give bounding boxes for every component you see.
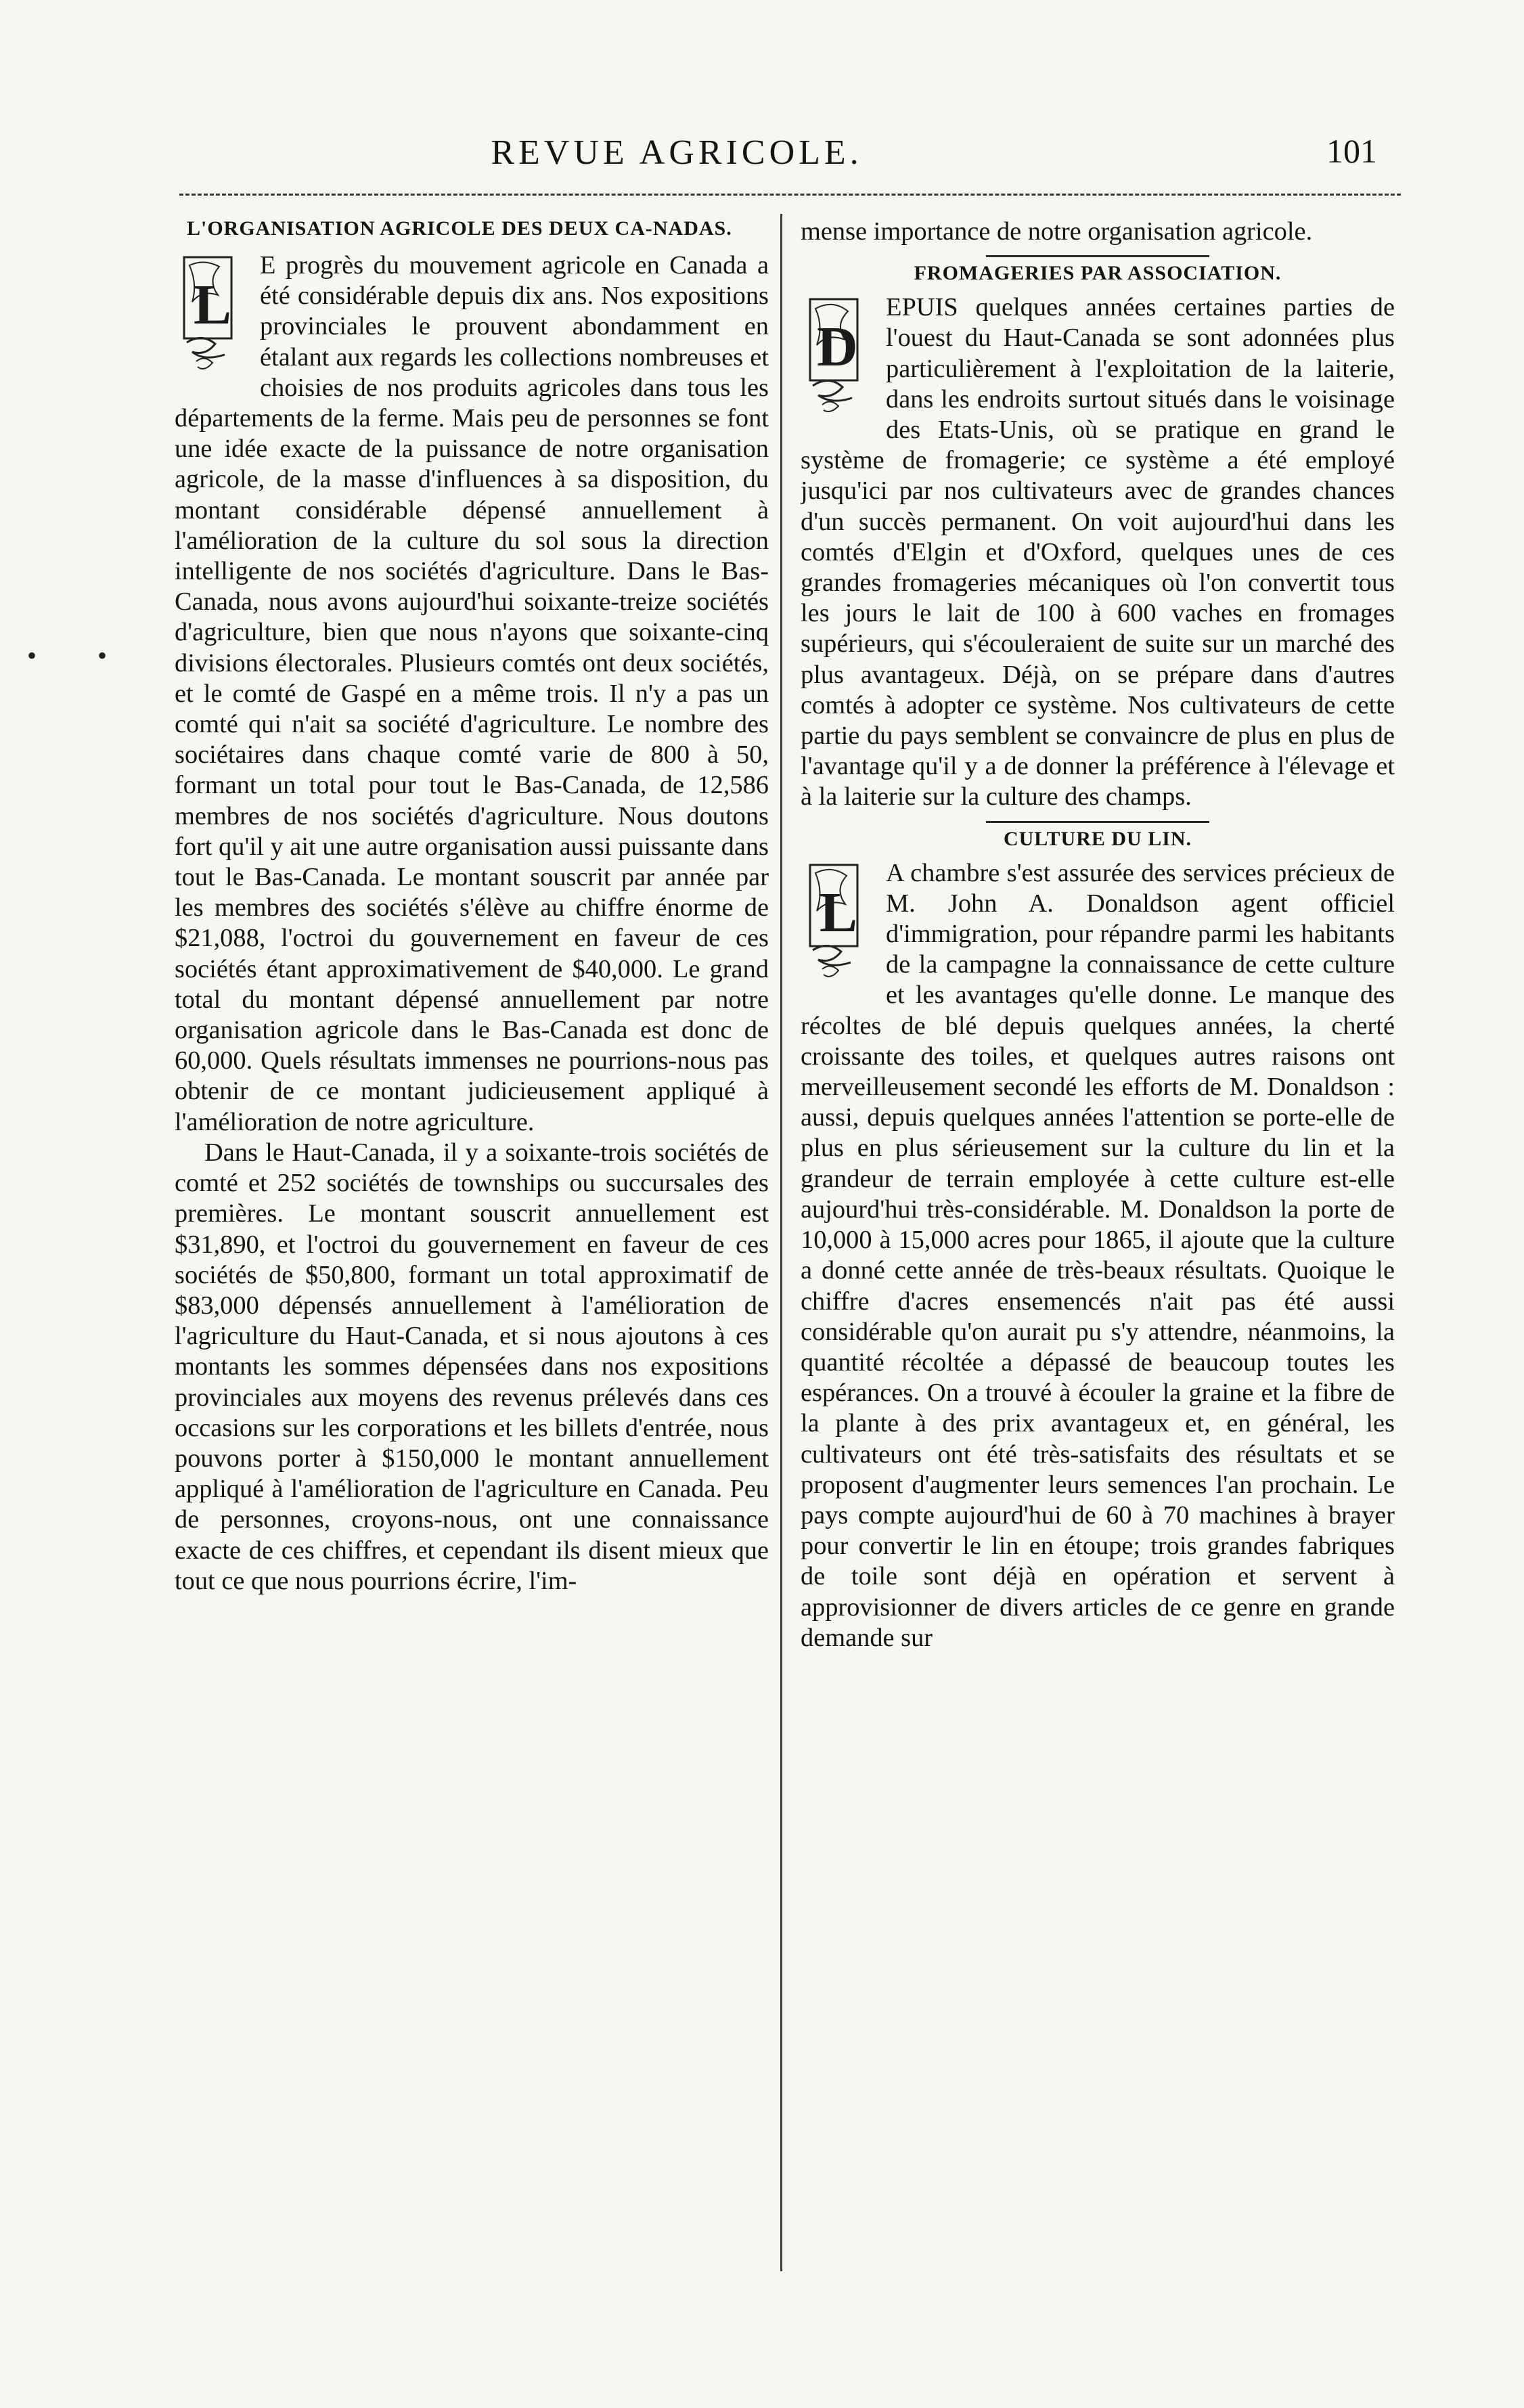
page-number: 101 xyxy=(1326,132,1377,170)
running-title: REVUE AGRICOLE. xyxy=(491,133,863,172)
running-header xyxy=(0,130,1524,184)
margin-mark: • xyxy=(27,640,37,671)
section-rule xyxy=(986,255,1209,257)
article-paragraph xyxy=(801,858,1395,1653)
margin-mark: • xyxy=(97,640,108,671)
svg-text:L: L xyxy=(194,273,232,336)
ornamental-dropcap-icon xyxy=(177,253,250,374)
right-column xyxy=(801,217,1395,2274)
article-title: CULTURE DU LIN. xyxy=(1003,827,1192,850)
svg-text:L: L xyxy=(820,880,858,944)
ornamental-dropcap-icon xyxy=(803,861,876,981)
article-title: FROMAGERIES PAR ASSOCIATION. xyxy=(914,262,1282,285)
section-rule xyxy=(986,821,1209,823)
article-paragraph: Dans le Haut-Canada, il y a soixante-trois sociétés de comté et 252 sociétés de townships ou succursales des premières. Le montant souscrit annuellement est $31,890, et l'octroi du gouvernement en faveur de ces sociétés de $50,800, formant un total approximatif de $83,000 dépensés annuellement à l'amélioration de l'agriculture du Haut-Canada, et si nous ajoutons à ces montants les sommes dépensées dans nos expositions provinciales aux moyens des revenus prélevés dans ces occasions sur les corporations et les billets d'entrée, nous pouvons porter à $150,000 le montant annuellement appliqué à l'amélioration de l'agriculture en Canada. Peu de personnes, croyons-nous, ont une connaissance exacte de ces chiffres, et cependant ils disent mieux que tout ce que nous pourrions écrire, l'im- xyxy=(175,1138,769,1595)
paragraph-text: A chambre s'est assurée des services précieux de M. John A. Donaldson agent officiel d'immigration, pour répandre parmi les habitants de la campagne la connaissance de cette culture et les avantages qu'elle donne. Le manque des récoltes de blé depuis quelques années, la cherté croissante des toiles, et quelques autres raisons ont merveilleusement secondé les efforts de M. Donaldson : aussi, depuis quelques années l'attention se porte-elle de plus en plus sérieusement sur la culture du lin et la grandeur de terrain employée à cette culture est-elle aujourd'hui très-considérable. M. Donaldson la porte de 10,000 à 15,000 acres pour 1865, il ajoute que la culture a donné cette année de très-beaux résultats. Quoique le chiffre d'acres ensemencés n'ait pas été aussi considérable qu'on aurait pu s'y attendre, néanmoins, la quantité récoltée a dépassé de beaucoup toutes les espérances. On a trouvé à écouler la graine et la fibre de la plante à des prix avantageux et, en général, les cultivateurs ont été très-satisfaits des résultats et se proposent d'augmenter leurs semences l'an prochain. Le pays compte aujourd'hui de 60 à 70 machines à brayer pour convertir le lin en étoupe; trois grandes fabriques de toile sont déjà en opération et servent à approvisionner de divers articles de ce genre en grande demande sur xyxy=(801,858,1395,1652)
header-rule xyxy=(179,194,1401,196)
paragraph-text: EPUIS quelques années certaines parties de l'ouest du Haut-Canada se sont adonnées plus particulièrement à l'exploitation de la laiterie, dans les endroits surtout situés dans le voisinage des Etats-Unis, où se pratique en grand le système de fromagerie; ce système a été employé jusqu'ici par nos cultivateurs avec de grandes chances d'un succès permanent. On voit aujourd'hui dans les comtés d'Elgin et d'Oxford, quelques unes de ces grandes fromageries mécaniques où l'on convertit tous les jours le lait de 100 à 600 vaches en fromages supérieurs, qui s'écouleraient de suite sur un marché des plus avantageux. Déjà, on se prépare dans d'autres comtés à adopter ce système. Nos cultivateurs de cette partie du pays semblent se convaincre de plus en plus de l'avantage qu'il y a de donner la préférence à l'élevage et à la laiterie sur la culture des champs. xyxy=(801,293,1395,811)
column-divider xyxy=(780,214,782,2271)
svg-text:D: D xyxy=(817,315,858,379)
article-paragraph xyxy=(175,250,769,1138)
paragraph-text: E progrès du mouvement agricole en Canada a été considérable depuis dix ans. Nos expositions provinciales le prouvent abondamment en étalant aux regards les collections nombreuses et choisies de nos produits agricoles dans tous les départements de la ferme. Mais peu de personnes se font une idée exacte de la puissance de notre organisation agricole, de la masse d'influences à sa disposition, du montant considérable dépensé annuellement à l'amélioration de la culture du sol sous la direction intelligente de nos sociétés d'agriculture. Dans le Bas-Canada, nous avons aujourd'hui soixante-treize sociétés d'agriculture, bien que nous n'ayons que soixante-cinq divisions électorales. Plusieurs comtés ont deux sociétés, et le comté de Gaspé en a même trois. Il n'y a pas un comté qui n'ait sa société d'agriculture. Le nombre des sociétaires dans chaque comté varie de 800 à 50, formant un total pour tout le Bas-Canada, de 12,586 membres de nos sociétés d'agriculture. Nous doutons fort qu'il y ait une autre organisation aussi puissante dans tout le Bas-Canada. Le montant souscrit par année par les membres des sociétés s'élève au chiffre énorme de $21,088, l'octroi du gouvernement en faveur de ces sociétés étant approximativement de $40,000. Le grand total du montant dépensé annuellement par notre organisation agricole dans le Bas-Canada est donc de 60,000. Quels résultats immenses ne pourrions-nous pas obtenir de ce montant judicieusement appliqué à l'amélioration de notre agriculture. xyxy=(175,251,769,1136)
left-column xyxy=(175,217,769,2274)
article-paragraph xyxy=(801,292,1395,812)
ornamental-dropcap-icon xyxy=(803,295,876,416)
article-title: L'ORGANISATION AGRICOLE DES DEUX CA-NADAS. xyxy=(187,217,732,240)
continuation-text: mense importance de notre organisation agricole. xyxy=(801,217,1313,246)
